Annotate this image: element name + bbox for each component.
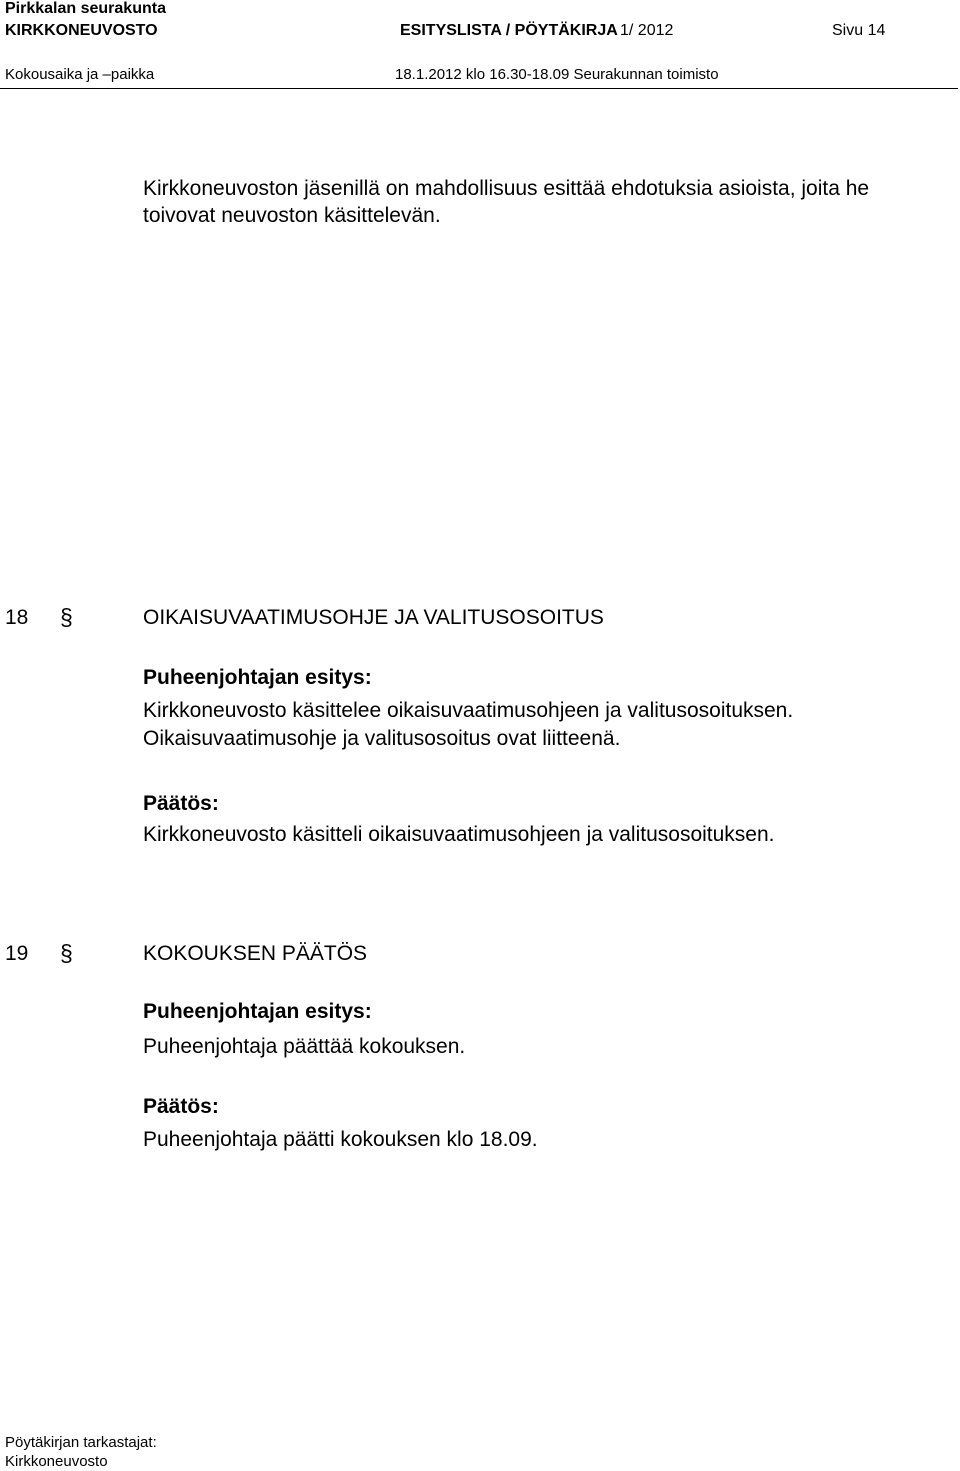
intro-paragraph [143, 175, 869, 229]
section-19-decision-label: Päätös: [143, 1095, 219, 1118]
section-19-number: 19 [5, 942, 29, 965]
document-number: 1/ 2012 [620, 22, 674, 39]
intro-line-1: Kirkkoneuvoston jäsenillä on mahdollisuus esittää ehdotuksia asioista, joita he [143, 177, 870, 200]
footer-reviewers-value: Kirkkoneuvosto [5, 1453, 108, 1470]
document-type: ESITYSLISTA / PÖYTÄKIRJA [400, 22, 618, 39]
section-18-paragraph-mark: § [60, 604, 73, 630]
page-number: Sivu 14 [832, 22, 886, 39]
section-19-proposal-text: Puheenjohtaja päättää kokouksen. [143, 1035, 466, 1058]
section-18-proposal-label: Puheenjohtajan esitys: [143, 666, 372, 689]
section-19-paragraph-mark: § [60, 940, 73, 966]
section-19-decision-text: Puheenjohtaja päätti kokouksen klo 18.09. [143, 1128, 538, 1151]
meeting-time-place-label: Kokousaika ja –paikka [5, 66, 155, 83]
section-18-number: 18 [5, 606, 29, 629]
section-18-proposal-text [143, 697, 793, 753]
header-divider [0, 88, 958, 89]
footer-reviewers-label: Pöytäkirjan tarkastajat: [5, 1434, 157, 1451]
section-19-proposal-label: Puheenjohtajan esitys: [143, 1000, 372, 1023]
organization-name: Pirkkalan seurakunta [5, 0, 166, 17]
section-18-proposal-line-1: Kirkkoneuvosto käsittelee oikaisuvaatimusohjeen ja valitusosoituksen. [143, 699, 794, 722]
meeting-time-place-value: 18.1.2012 klo 16.30-18.09 Seurakunnan toimisto [395, 66, 719, 83]
section-19-title: KOKOUKSEN PÄÄTÖS [143, 942, 368, 965]
intro-line-2: toivovat neuvoston käsittelevän. [143, 204, 441, 227]
section-18-title: OIKAISUVAATIMUSOHJE JA VALITUSOSOITUS [143, 606, 604, 629]
board-name: KIRKKONEUVOSTO [5, 22, 158, 39]
section-18-decision-text: Kirkkoneuvosto käsitteli oikaisuvaatimusohjeen ja valitusosoituksen. [143, 823, 775, 846]
section-18-decision-label: Päätös: [143, 792, 219, 815]
section-18-proposal-line-2: Oikaisuvaatimusohje ja valitusosoitus ovat liitteenä. [143, 727, 621, 750]
